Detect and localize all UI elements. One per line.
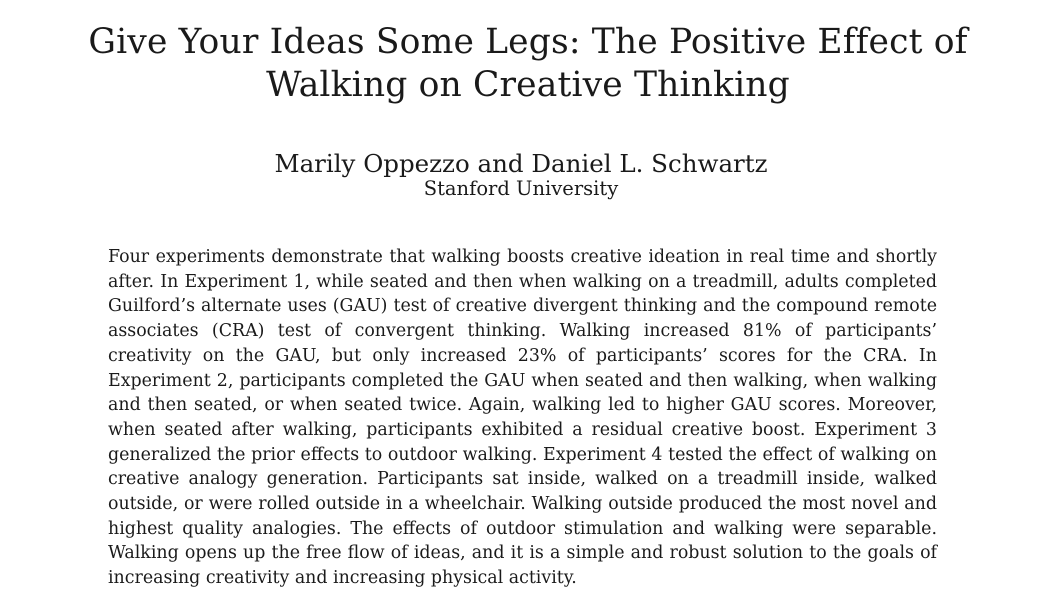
abstract-text: Four experiments demonstrate that walking boosts creative ideation in real time and shortly after. In Experiment 1, while seated and then when walking on a treadmill, adults completed Guilford’s alternate uses (GAU) test of creative divergent thinking and the compound remote associates (CRA) test of convergent thinking. Walking increased 81% of participants’ creativity on the GAU, but only increased 23% of participants’ scores for the CRA. In Experiment 2, participants completed the GAU when seated and then walking, when walking and then seated, or when seated twice. Again, walking led to higher GAU scores. Moreover, when seated after walking, participants exhibited a residual creative boost. Experiment 3 generalized the prior effects to outdoor walking. Experiment 4 tested the effect of walking on creative analogy generation. Participants sat inside, walked on a treadmill inside, walked outside, or were rolled outside in a wheelchair. Walking outside produced the most novel and highest quality analogies. The effects of outdoor stimulation and walking were separable. Walking opens up the free flow of ideas, and it is a simple and robust solution to the goals of increasing creativity and increasing physical activity.: [108, 247, 937, 589]
paper-title: Give Your Ideas Some Legs: The Positive Effect of Walking on Creative Thinking: [88, 22, 968, 105]
author-affiliation: Stanford University: [423, 177, 619, 200]
author-names: Marily Oppezzo and Daniel L. Schwartz: [274, 149, 768, 178]
